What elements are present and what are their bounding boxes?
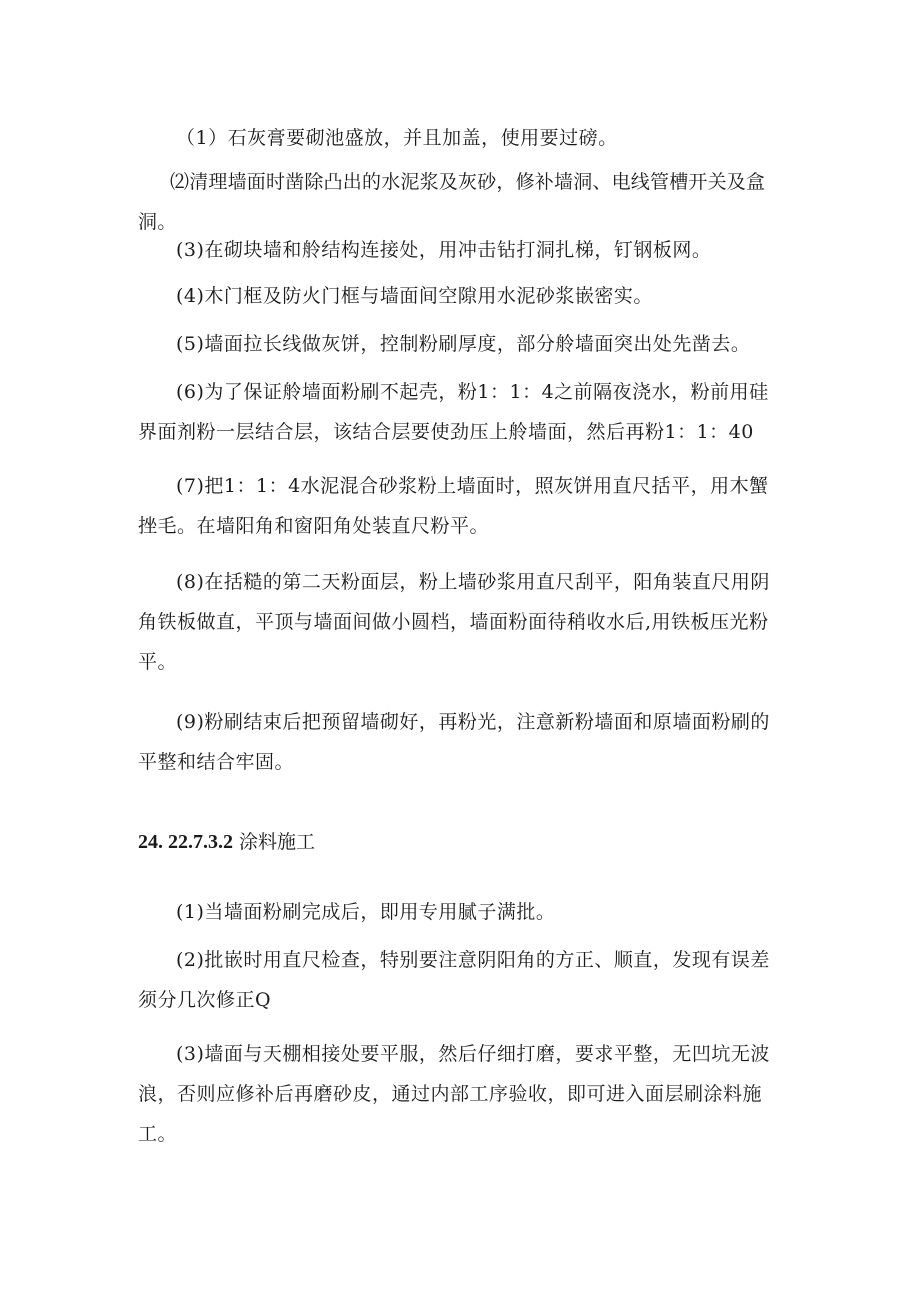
paragraph-item-8: (8)在括糙的第二天粉面层，粉上墙砂浆用直尺刮平，阳角装直尺用阴角铁板做直，平顶与墙面间做小圆档，墙面粉面待稍收水后,用铁板压光粉平。	[138, 571, 770, 673]
paragraph-item-4: (4)木门框及防火门框与墙面间空隙用水泥砂浆嵌密实。	[176, 285, 653, 307]
paragraph-item-7: (7)把1：1：4水泥混合砂浆粉上墙面时，照灰饼用直尺括平，用木蟹挫毛。在墙阳角和窗阳角处装直尺粉平。	[138, 475, 769, 537]
paragraph-item-1: （1）石灰膏要砌池盛放，并且加盖，使用要过磅。	[176, 127, 618, 149]
paragraph-item-6: (6)为了保证舲墙面粉刷不起壳，粉1：1：4之前隔夜浇水，粉前用硅界面剂粉一层结合层，该结合层要使劲压上舲墙面，然后再粉1：1：40	[138, 381, 769, 443]
paragraph-item-9: (9)粉刷结束后把预留墙砌好，再粉光，注意新粉墙面和原墙面粉刷的平整和结合牢固。	[138, 711, 770, 773]
section-number: 24. 22.7.3.2	[138, 831, 233, 853]
paragraph-item-5: (5)墙面拉长线做灰饼，控制粉刷厚度，部分舲墙面突出处先凿去。	[176, 333, 751, 355]
paragraph-item-b1: (1)当墙面粉刷完成后，即用专用腻子满批。	[176, 901, 556, 923]
paragraph-item-2: ⑵清理墙面时凿除凸出的水泥浆及灰砂，修补墙洞、电线管槽开关及盒洞。	[138, 171, 766, 233]
section-heading	[138, 822, 788, 862]
paragraph-item-3: (3)在砌块墙和舲结构连接处，用冲击钻打洞扎梯，钉钢板网。	[176, 239, 712, 261]
paragraph-item-b3: (3)墙面与天棚相接处要平服，然后仔细打磨，要求平整，无凹坑无波浪，否则应修补后再磨砂皮，通过内部工序验收，即可进入面层刷涂料施工。	[138, 1043, 770, 1145]
section-title: 涂料施工	[239, 831, 316, 853]
paragraph-item-b2: (2)批嵌时用直尺检查，特别要注意阴阳角的方正、顺直，发现有误差须分几次修正Q	[138, 949, 770, 1011]
